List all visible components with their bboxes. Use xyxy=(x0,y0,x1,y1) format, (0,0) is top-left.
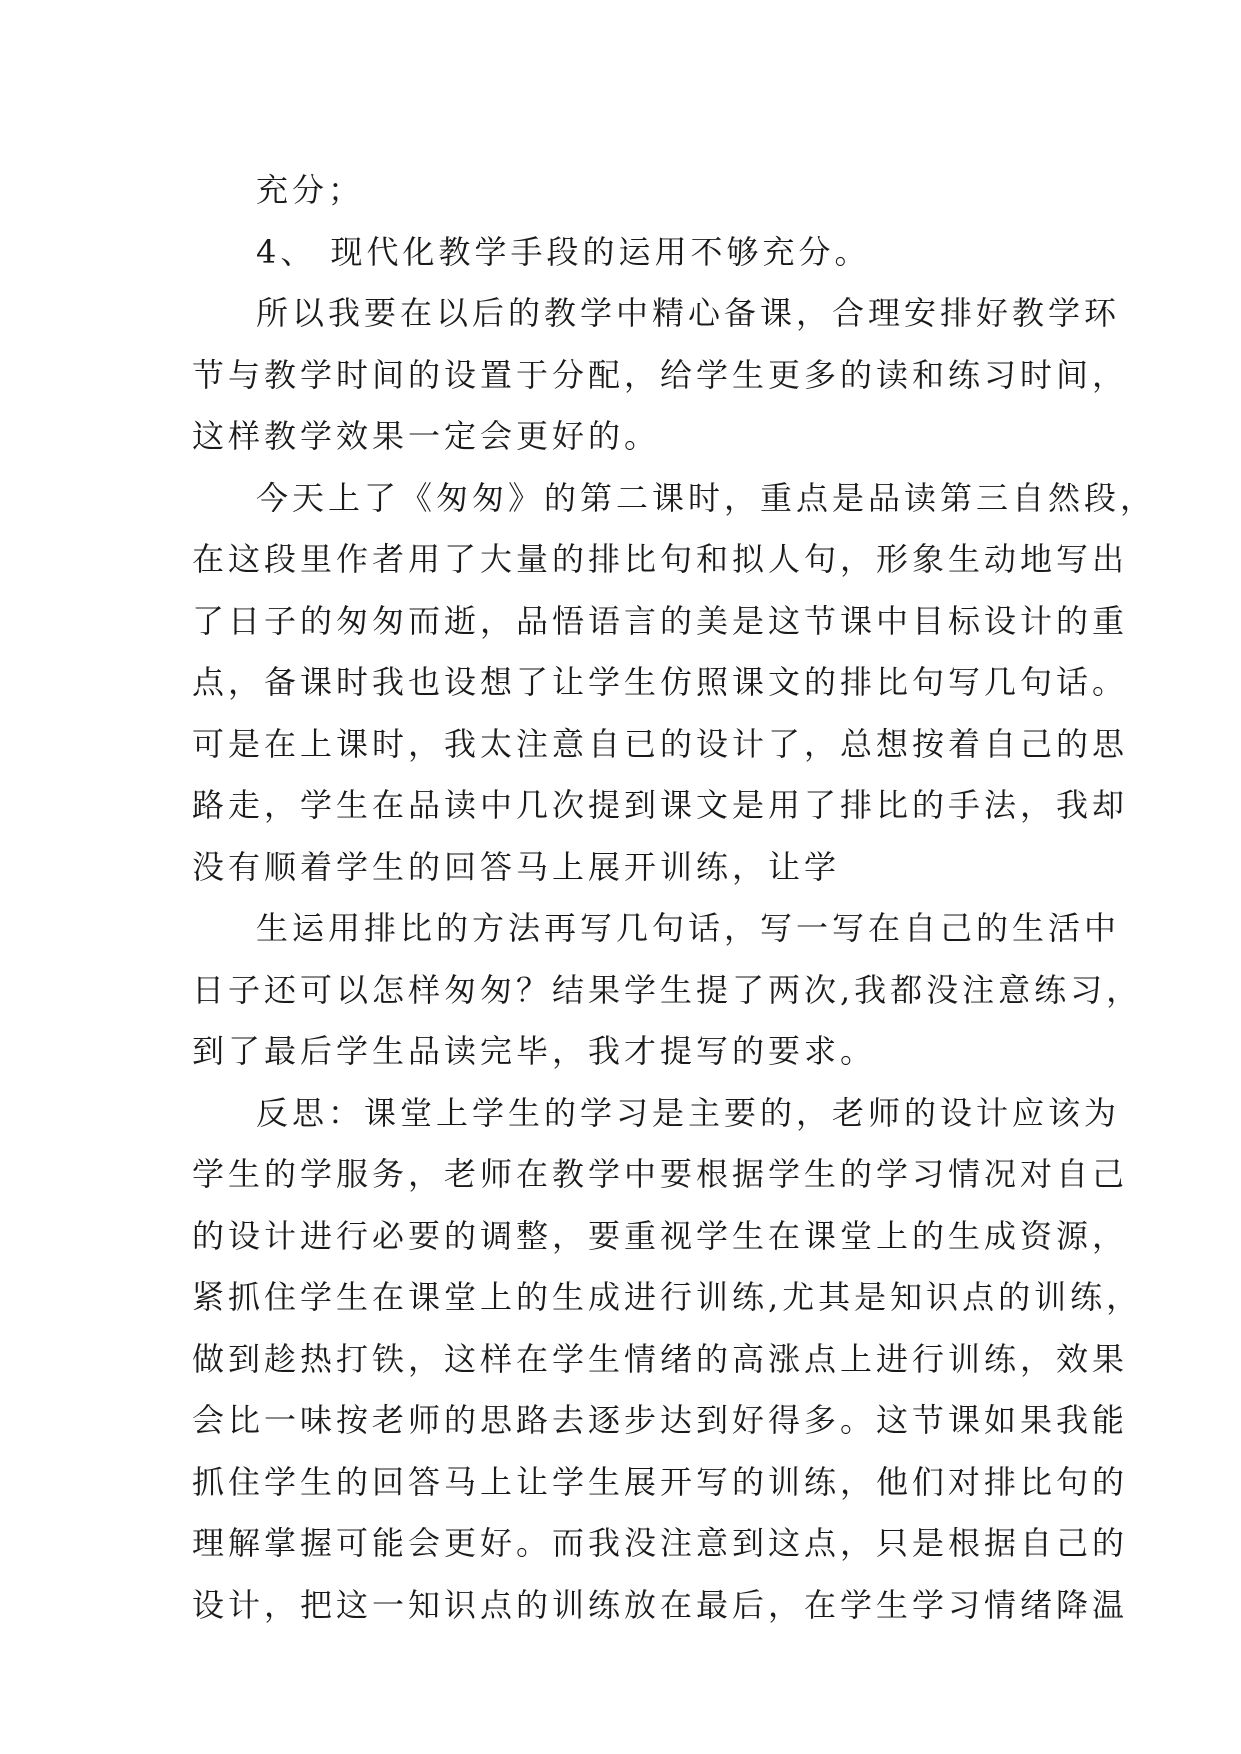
text-line: 4、 现代化教学手段的运用不够充分。 xyxy=(256,232,871,271)
text-line: 日子还可以怎样匆匆？结果学生提了两次,我都没注意练习， xyxy=(192,970,1143,1009)
text-line: 节与教学时间的设置于分配，给学生更多的读和练习时间， xyxy=(192,355,1129,394)
text-line: 到了最后学生品读完毕，我才提写的要求。 xyxy=(192,1032,877,1070)
text-line: 生运用排比的方法再写几句话，写一写在自己的生活中 xyxy=(256,909,1121,947)
text-line: 充分； xyxy=(256,171,365,209)
text-line: 在这段里作者用了大量的排比句和拟人句，形象生动地写出 xyxy=(192,540,1129,578)
text-line: 设计，把这一知识点的训练放在最后，在学生学习情绪降温 xyxy=(192,1585,1129,1624)
text-line: 没有顺着学生的回答马上展开训练，让学 xyxy=(192,847,841,886)
text-line: 今天上了《匆匆》的第二课时，重点是品读第三自然段， xyxy=(256,478,1157,517)
text-line: 理解掌握可能会更好。而我没注意到这点，只是根据自己的 xyxy=(192,1524,1129,1562)
text-line: 可是在上课时，我太注意自已的设计了，总想按着自己的思 xyxy=(192,724,1129,763)
text-line: 的设计进行必要的调整，要重视学生在课堂上的生成资源， xyxy=(192,1216,1129,1255)
text-line: 学生的学服务，老师在教学中要根据学生的学习情况对自己 xyxy=(192,1155,1129,1193)
text-line: 抓住学生的回答马上让学生展开写的训练，他们对排比句的 xyxy=(192,1462,1129,1501)
text-line: 这样教学效果一定会更好的。 xyxy=(192,417,661,455)
text-line: 所以我要在以后的教学中精心备课，合理安排好教学环 xyxy=(256,294,1121,332)
text-line: 会比一味按老师的思路去逐步达到好得多。这节课如果我能 xyxy=(192,1401,1129,1439)
text-line: 紧抓住学生在课堂上的生成进行训练,尤其是知识点的训练， xyxy=(192,1278,1143,1316)
text-line: 了日子的匆匆而逝，品悟语言的美是这节课中目标设计的重 xyxy=(192,601,1129,640)
text-line: 路走，学生在品读中几次提到课文是用了排比的手法，我却 xyxy=(192,786,1129,824)
document-body xyxy=(192,160,1157,1636)
text-line: 点，备课时我也设想了让学生仿照课文的排比句写几句话。 xyxy=(192,663,1129,701)
text-line: 反思：课堂上学生的学习是主要的，老师的设计应该为 xyxy=(256,1093,1121,1132)
text-line: 做到趁热打铁，这样在学生情绪的高涨点上进行训练，效果 xyxy=(192,1339,1129,1378)
